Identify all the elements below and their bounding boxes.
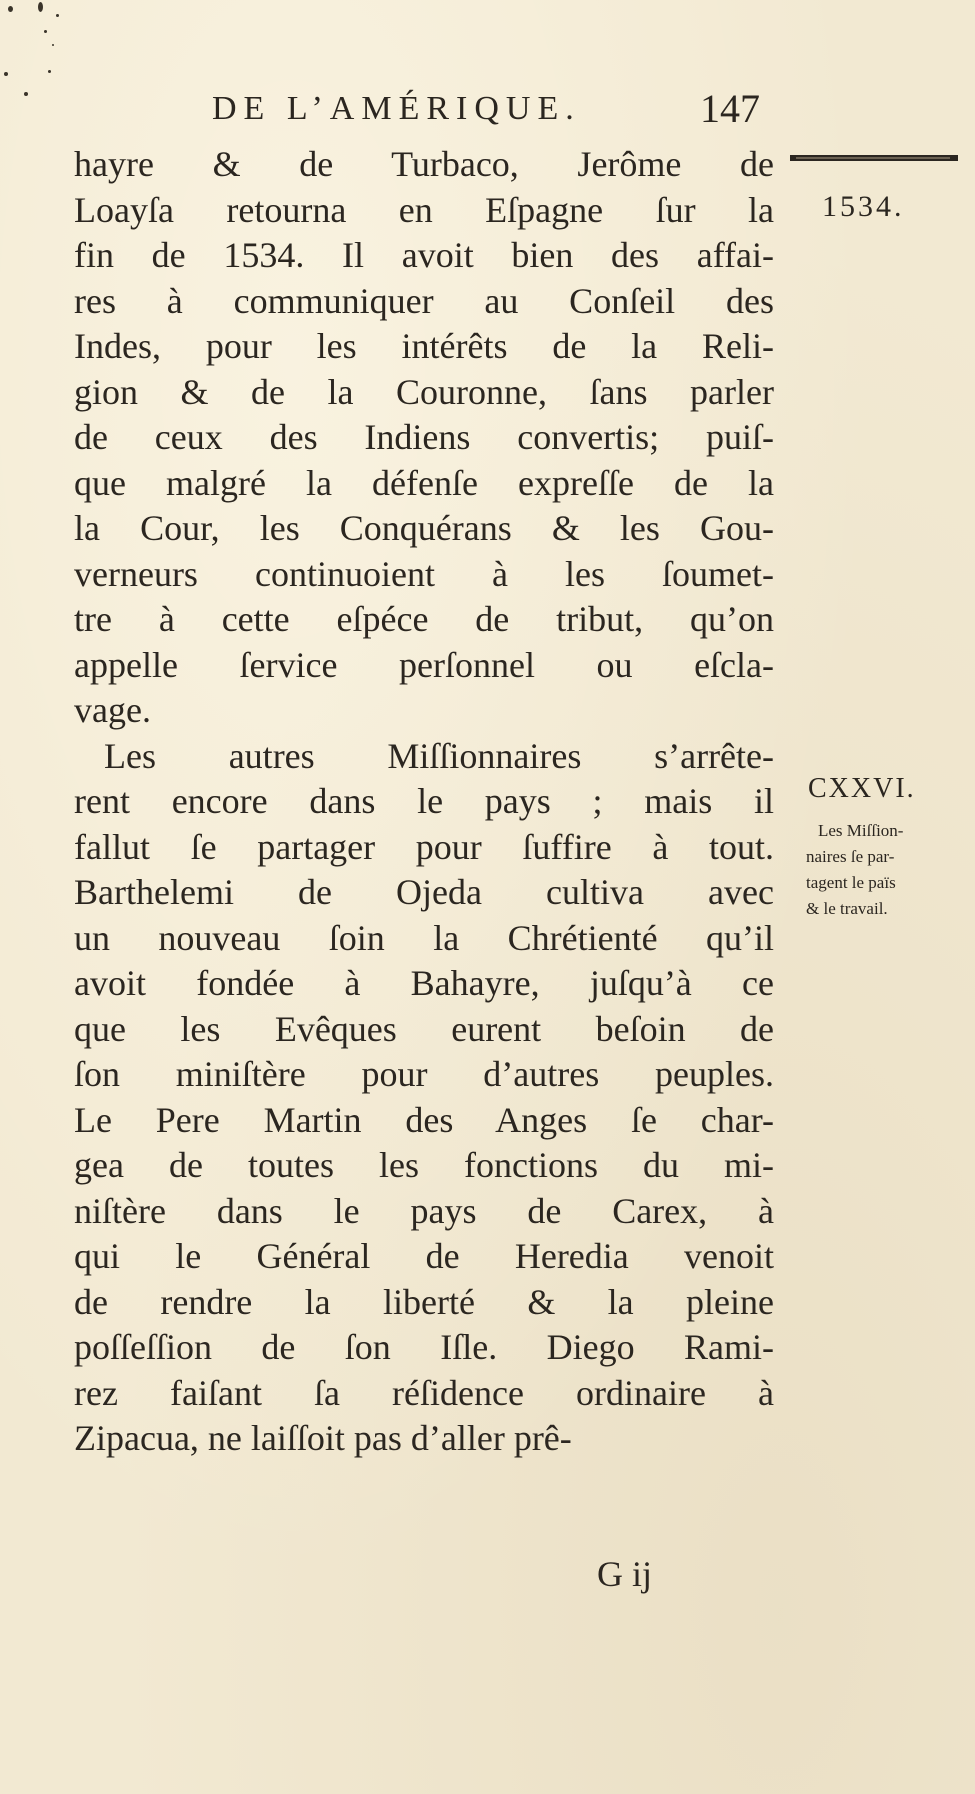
text-line: ſon miniſtère pour d’autres peuples. xyxy=(74,1054,774,1094)
margin-rule-ornament xyxy=(790,152,958,164)
text-line: fin de 1534. Il avoit bien des affai- xyxy=(74,235,774,275)
text-line: Indes, pour les intérêts de la Reli- xyxy=(74,326,774,366)
text-line: de ceux des Indiens convertis; puiſ- xyxy=(74,417,774,457)
text-line: appelle ſervice perſonnel ou eſcla- xyxy=(74,644,774,685)
text-line: Zipacua, ne laiſſoit pas d’aller prê- xyxy=(74,1418,572,1458)
body-text xyxy=(74,142,774,1462)
text-line: la Cour, les Conquérans & les Gou- xyxy=(74,508,774,548)
text-line: verneurs continuoient à les ſoumet- xyxy=(74,553,774,594)
text-line: Loayſa retourna en Eſpagne ſur la xyxy=(74,189,774,230)
running-title: DE L’AMÉRIQUE. xyxy=(212,90,581,127)
text-line: Les autres Miſſionnaires s’arrête- xyxy=(104,735,774,776)
text-line: gea de toutes les fonctions du mi- xyxy=(74,1145,774,1185)
text-line: hayre & de Turbaco, Jerôme de xyxy=(74,144,774,184)
text-line: que malgré la défenſe expreſſe de la xyxy=(74,462,774,503)
ink-speck xyxy=(52,44,54,46)
text-line: un nouveau ſoin la Chrétienté qu’il xyxy=(74,917,774,958)
running-head xyxy=(0,86,780,132)
text-line: avoit fondée à Bahayre, juſqu’à ce xyxy=(74,963,774,1003)
text-line: niſtère dans le pays de Carex, à xyxy=(74,1190,774,1231)
margin-summary-line: naires ſe par- xyxy=(806,847,895,866)
margin-year: 1534. xyxy=(822,190,905,223)
ink-speck xyxy=(44,30,47,33)
margin-summary-line: tagent le païs xyxy=(806,873,896,892)
margin-summary-line: & le travail. xyxy=(806,899,888,918)
text-line: que les Evêques eurent beſoin de xyxy=(74,1008,774,1049)
margin-summary xyxy=(806,818,966,922)
ink-speck xyxy=(8,6,13,12)
ink-speck xyxy=(4,72,8,76)
text-line: rez faiſant ſa réſidence ordinaire à xyxy=(74,1372,774,1413)
text-line: Barthelemi de Ojeda cultiva avec xyxy=(74,872,774,912)
text-line: gion & de la Couronne, ſans parler xyxy=(74,371,774,412)
text-line: qui le Général de Heredia venoit xyxy=(74,1236,774,1276)
text-line: res à communiquer au Conſeil des xyxy=(74,280,774,321)
text-line: fallut ſe partager pour ſuffire à tout. xyxy=(74,826,774,867)
ink-speck xyxy=(38,2,43,12)
text-line: Le Pere Martin des Anges ſe char- xyxy=(74,1099,774,1140)
text-line: vage. xyxy=(74,690,151,730)
page-number: 147 xyxy=(700,86,760,131)
signature-mark: G ij xyxy=(597,1554,653,1594)
margin-summary-line: Les Miſſion- xyxy=(818,821,904,840)
text-line: tre à cette eſpéce de tribut, qu’on xyxy=(74,599,774,639)
ink-speck xyxy=(48,70,51,73)
margin-section-number: CXXVI. xyxy=(808,773,916,804)
text-line: poſſeſſion de ſon Iſle. Diego Rami- xyxy=(74,1327,774,1367)
ink-speck xyxy=(56,14,59,17)
text-line: de rendre la liberté & la pleine xyxy=(74,1281,774,1322)
text-line: rent encore dans le pays ; mais il xyxy=(74,781,774,821)
